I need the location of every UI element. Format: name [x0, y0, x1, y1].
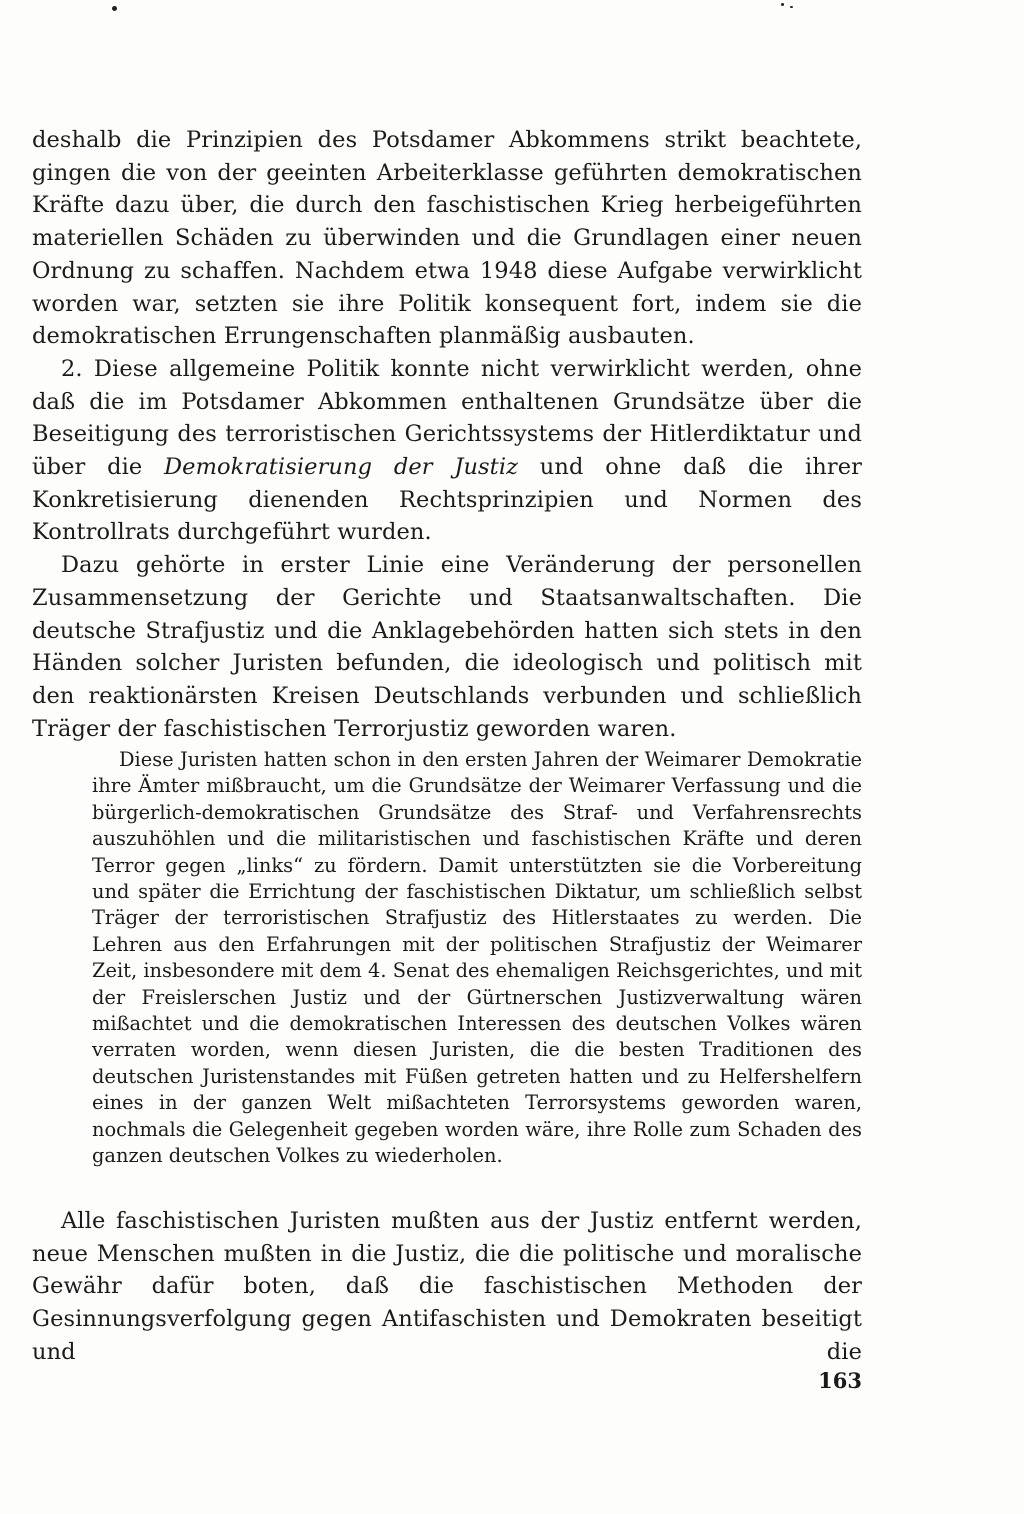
- paragraph: [32, 353, 862, 549]
- scan-speck: [112, 6, 117, 11]
- block-quote: [92, 747, 862, 1170]
- body-text-bottom: [32, 1205, 862, 1369]
- body-text-top: [32, 124, 862, 745]
- scan-speck: [790, 6, 793, 8]
- paragraph: deshalb die Prinzipien des Potsdamer Abkommens strikt beachtete, gingen die von der geeinten Arbeiterklasse geführten demokratischen Kräfte dazu über, die durch den faschistischen Krieg herbeigeführten materiellen Schäden zu überwinden und die Grundlagen einer neuen Ordnung zu schaffen. Nachdem etwa 1948 diese Aufgabe verwirklicht worden war, setzten sie ihre Politik konsequent fort, indem sie die demokratischen Errungenschaften planmäßig ausbauten.: [32, 127, 862, 350]
- page-number: 163: [818, 1368, 862, 1393]
- paragraph: Dazu gehörte in erster Linie eine Veränderung der personellen Zusammensetzung der Gerichte und Staatsanwaltschaften. Die deutsche Strafjustiz und die Anklagebehörden hatten sich stets in den Händen solcher Juristen befunden, die ideologisch und politisch mit den reaktionärsten Kreisen Deutschlands verbunden und schließlich Träger der faschistischen Terrorjustiz geworden waren.: [32, 552, 862, 742]
- emphasized-term: Demokratisierung der Justiz: [164, 454, 519, 481]
- paragraph: Alle faschistischen Juristen mußten aus der Justiz entfernt werden, neue Menschen mußten in die Justiz, die die politische und moralische Gewähr dafür boten, daß die faschistischen Methoden der Gesinnungsverfolgung gegen Antifaschisten und Demokraten beseitigt und die: [32, 1208, 862, 1365]
- scan-speck: [781, 3, 784, 6]
- quote-paragraph: Diese Juristen hatten schon in den ersten Jahren der Weimarer Demokratie ihre Ämter mißbraucht, um die Grundsätze der Weimarer Verfassung und die bürgerlich-demokratischen Grundsätze des Straf- und Verfahrensrechts auszuhöhlen und die militaristischen und faschistischen Kräfte und deren Terror gegen „links“ zu fördern. Damit unterstützten sie die Vorbereitung und später die Errichtung der faschistischen Diktatur, um schließlich selbst Träger der terroristischen Strafjustiz des Hitlerstaates zu werden. Die Lehren aus den Erfahrungen mit der politischen Strafjustiz der Weimarer Zeit, insbesondere mit dem 4. Senat des ehemaligen Reichsgerichtes, und mit der Freislerschen Justiz und der Gürtnerschen Justizverwaltung wären mißachtet und die demokratischen Interessen des deutschen Volkes wären verraten worden, wenn diesen Juristen, die die besten Traditionen des deutschen Juristenstandes mit Füßen getreten hatten und zu Helfershelfern eines in der ganzen Welt mißachteten Terrorsystems geworden waren, nochmals die Gelegenheit gegeben worden wäre, ihre Rolle zum Schaden des ganzen deutschen Volkes zu wiederholen.: [92, 748, 862, 1168]
- paragraph-text: und ohne daß die ihrer Konkretisierung dienenden Rechtsprinzipien und Normen des Kontrollrats durchgeführt wurden.: [32, 454, 862, 546]
- paragraph-text: 2. Diese allgemeine Politik konnte nicht verwirklicht werden, ohne daß die im Potsdamer Abkommen enthaltenen Grundsätze über die Beseitigung des terroristischen Gerichtssystems der Hitlerdiktatur und über die: [32, 355, 862, 481]
